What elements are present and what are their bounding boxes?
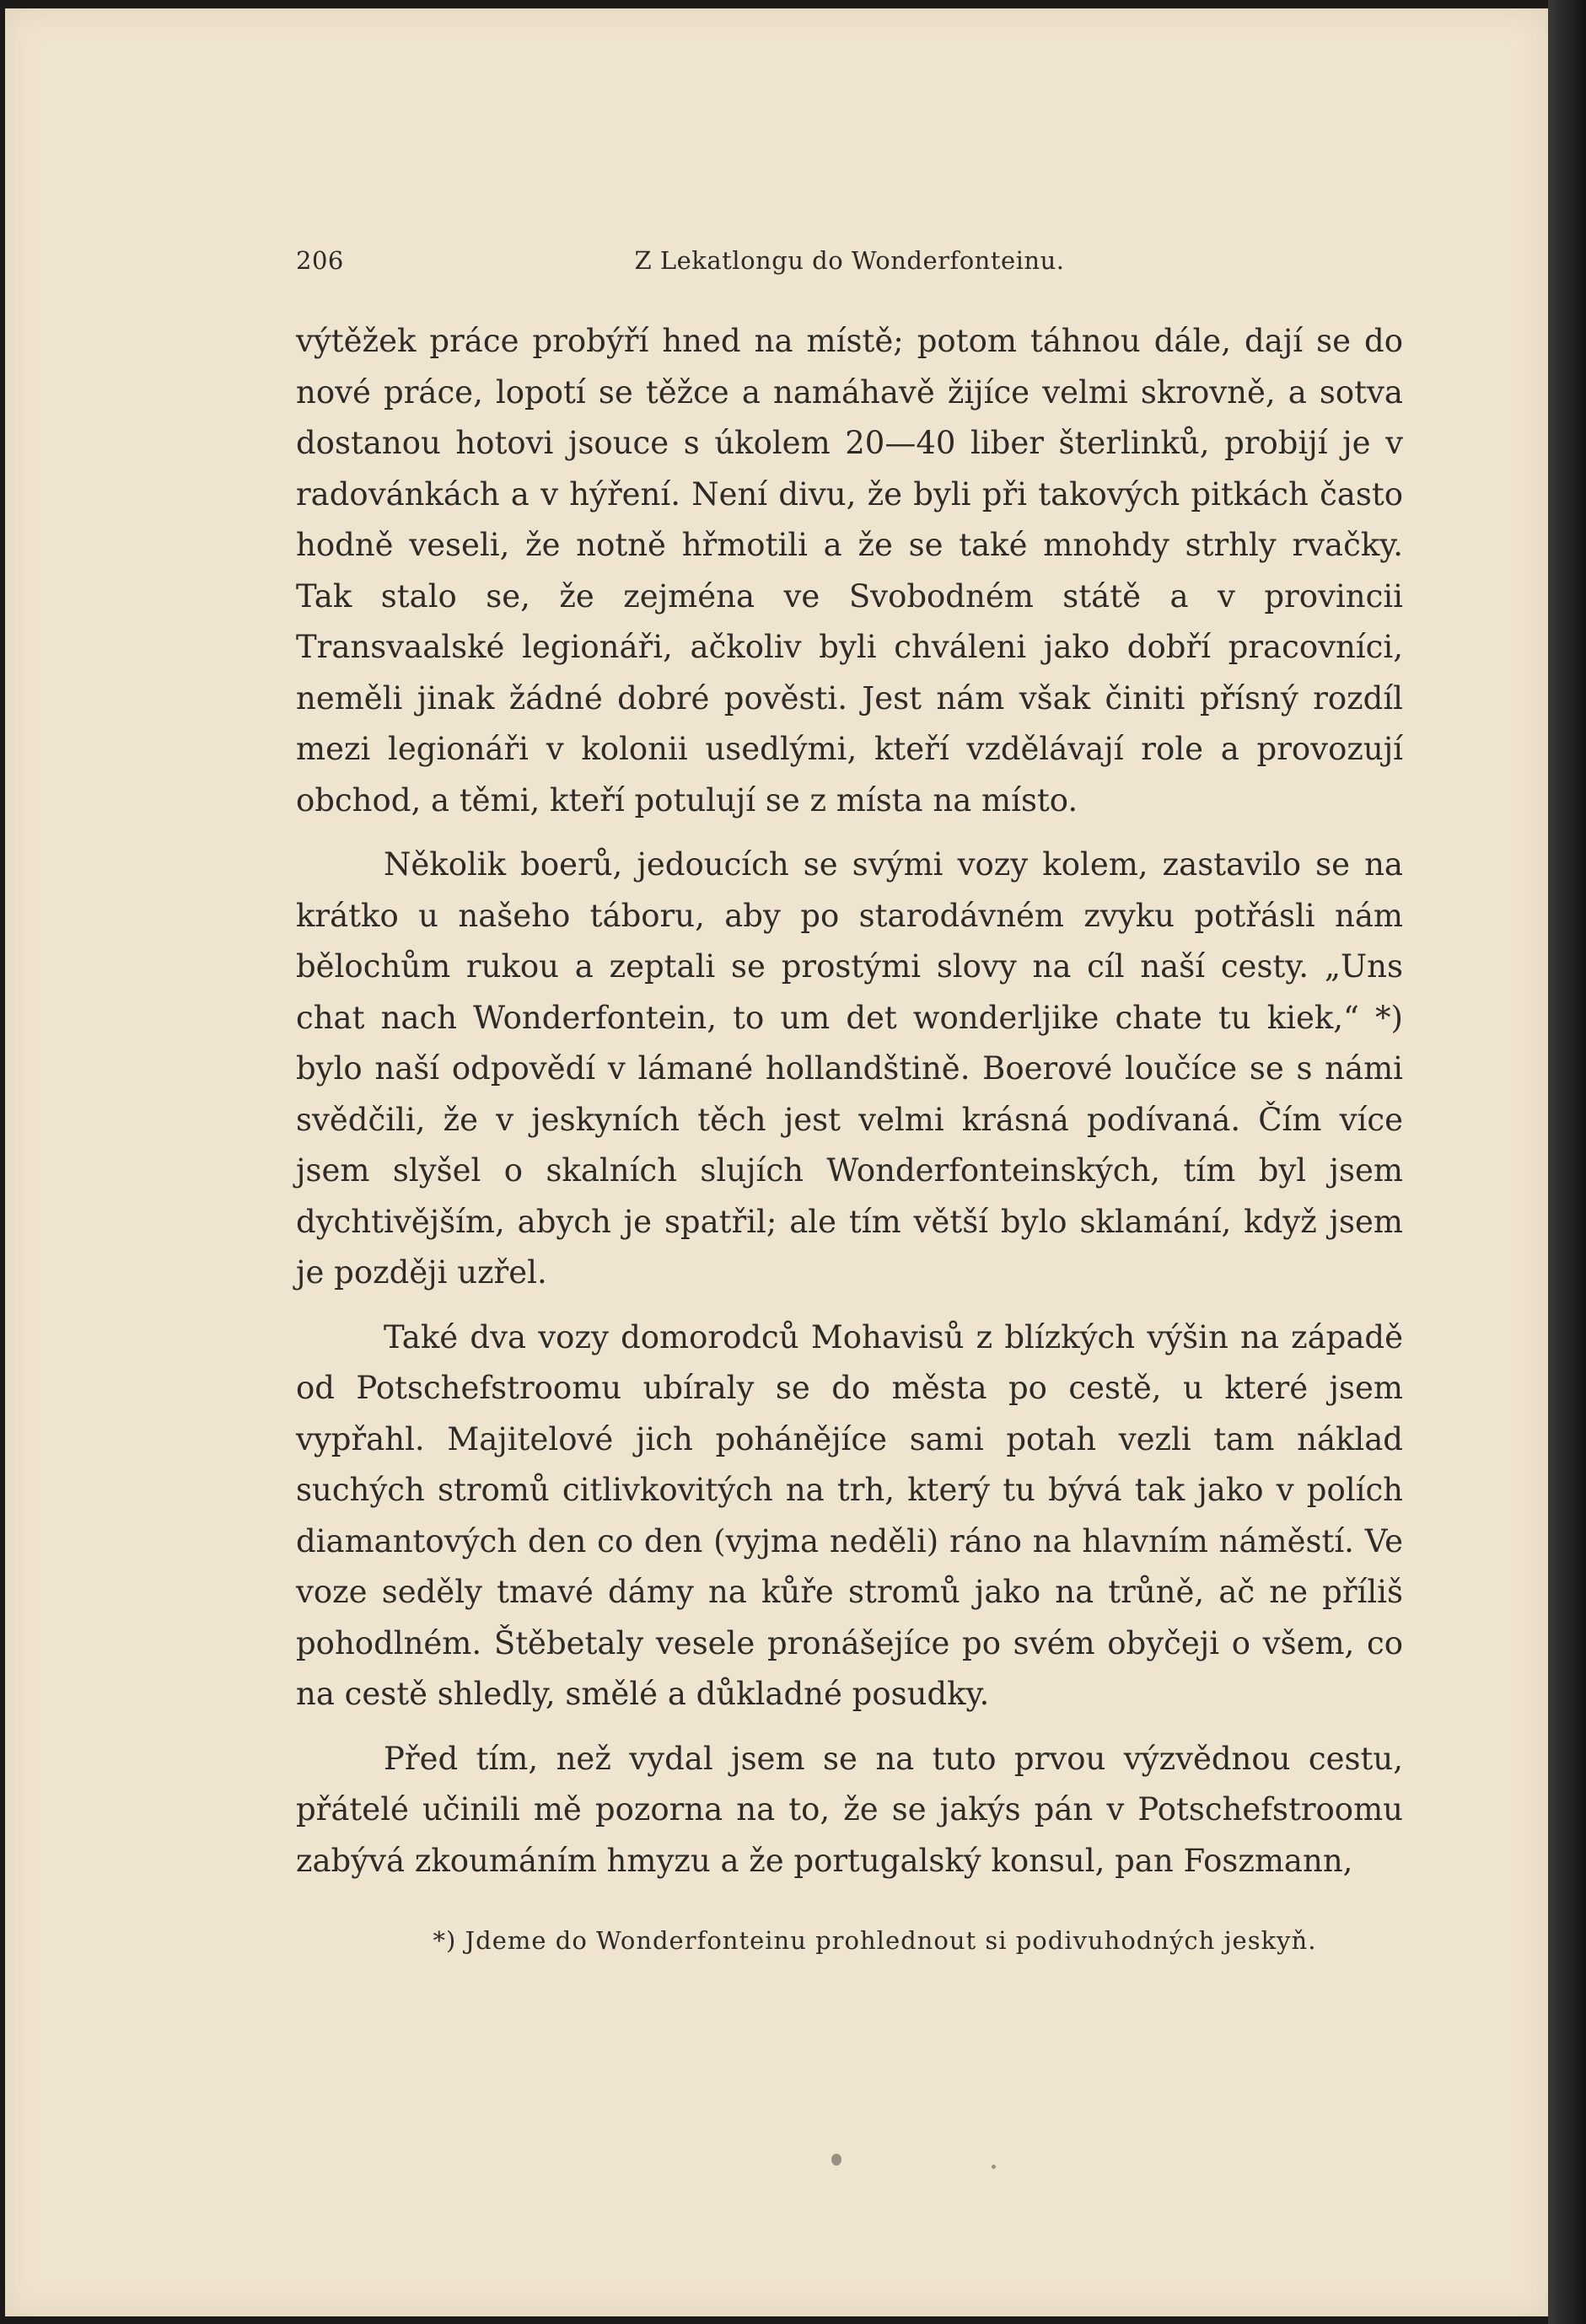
page-number: 206 <box>296 246 344 275</box>
body-text <box>296 316 1403 1887</box>
footnote: *) Jdeme do Wonderfonteinu prohlednout si podivuhodných jeskyň. <box>433 1926 1317 1955</box>
paper-speck <box>831 2154 841 2166</box>
paragraph: Také dva vozy domorodců Mohavisů z blízkých výšin na západě od Potschefstroomu ubíraly se do města po cestě, u které jsem vypřahl. Majitelové jich pohánějíce sami potah vezli tam náklad suchých stromů citlivkovitých na trh, který tu bývá tak jako v polích diamantových den co den (vyjma neděli) ráno na hlavním náměstí. Ve voze seděly tmavé dámy na kůře stromů jako na trůně, ač ne příliš pohodlném. Štěbetaly vesele pronášejíce po svém obyčeji o všem, co na cestě shledly, smělé a důkladné posudky. <box>296 1318 1403 1712</box>
paragraph: výtěžek práce probýří hned na místě; potom táhnou dále, dají se do nové práce, lopotí se těžce a namáhavě žijíce velmi skrovně, a sotva dostanou hotovi jsouce s úkolem 20—40 liber šterlinků, probijí je v radovánkách a v hýření. Není divu, že byli při takových pitkách často hodně veseli, že notně hřmotili a že se také mnohdy strhly rvačky. Tak stalo se, že zejména ve Svobodném státě a v provincii Transvaalské legionáři, ačkoliv byli chváleni jako dobří pracovníci, neměli jinak žádné dobré pověsti. Jest nám však činiti přísný rozdíl mezi legionáři v kolonii usedlými, kteří vzdělávají role a provozují obchod, a těmi, kteří potulují se z místa na místo. <box>296 323 1403 818</box>
page-content <box>296 234 1403 1957</box>
running-head <box>296 234 1403 285</box>
running-title: Z Lekatlongu do Wonderfonteinu. <box>634 246 1065 275</box>
paragraph: Několik boerů, jedoucích se svými vozy kolem, zastavilo se na krátko u našeho táboru, aby po starodávném zvyku potřásli nám bělochům rukou a zeptali se prostými slovy na cíl naší cesty. „Uns chat nach Wonderfontein, to um det wonderljike chate tu kiek,“ *) bylo naší odpovědí v lámané hollandštině. Boerové loučíce se s námi svědčili, že v jeskyních těch jest velmi krásná podívaná. Čím více jsem slyšel o skalních slujích Wonderfonteinských, tím byl jsem dychtivějším, abych je spatřil; ale tím větší bylo sklamání, když jsem je později uzřel. <box>296 846 1403 1291</box>
paragraph: Před tím, než vydal jsem se na tuto prvou výzvědnou cestu, přátelé učinili mě pozorna na to, že se jakýs pán v Potschefstroomu zabývá zkoumáním hmyzu a že portugalský konsul, pan Foszmann, <box>296 1740 1403 1879</box>
paper-speck <box>992 2165 996 2169</box>
book-spine-edge <box>1548 0 1586 2324</box>
